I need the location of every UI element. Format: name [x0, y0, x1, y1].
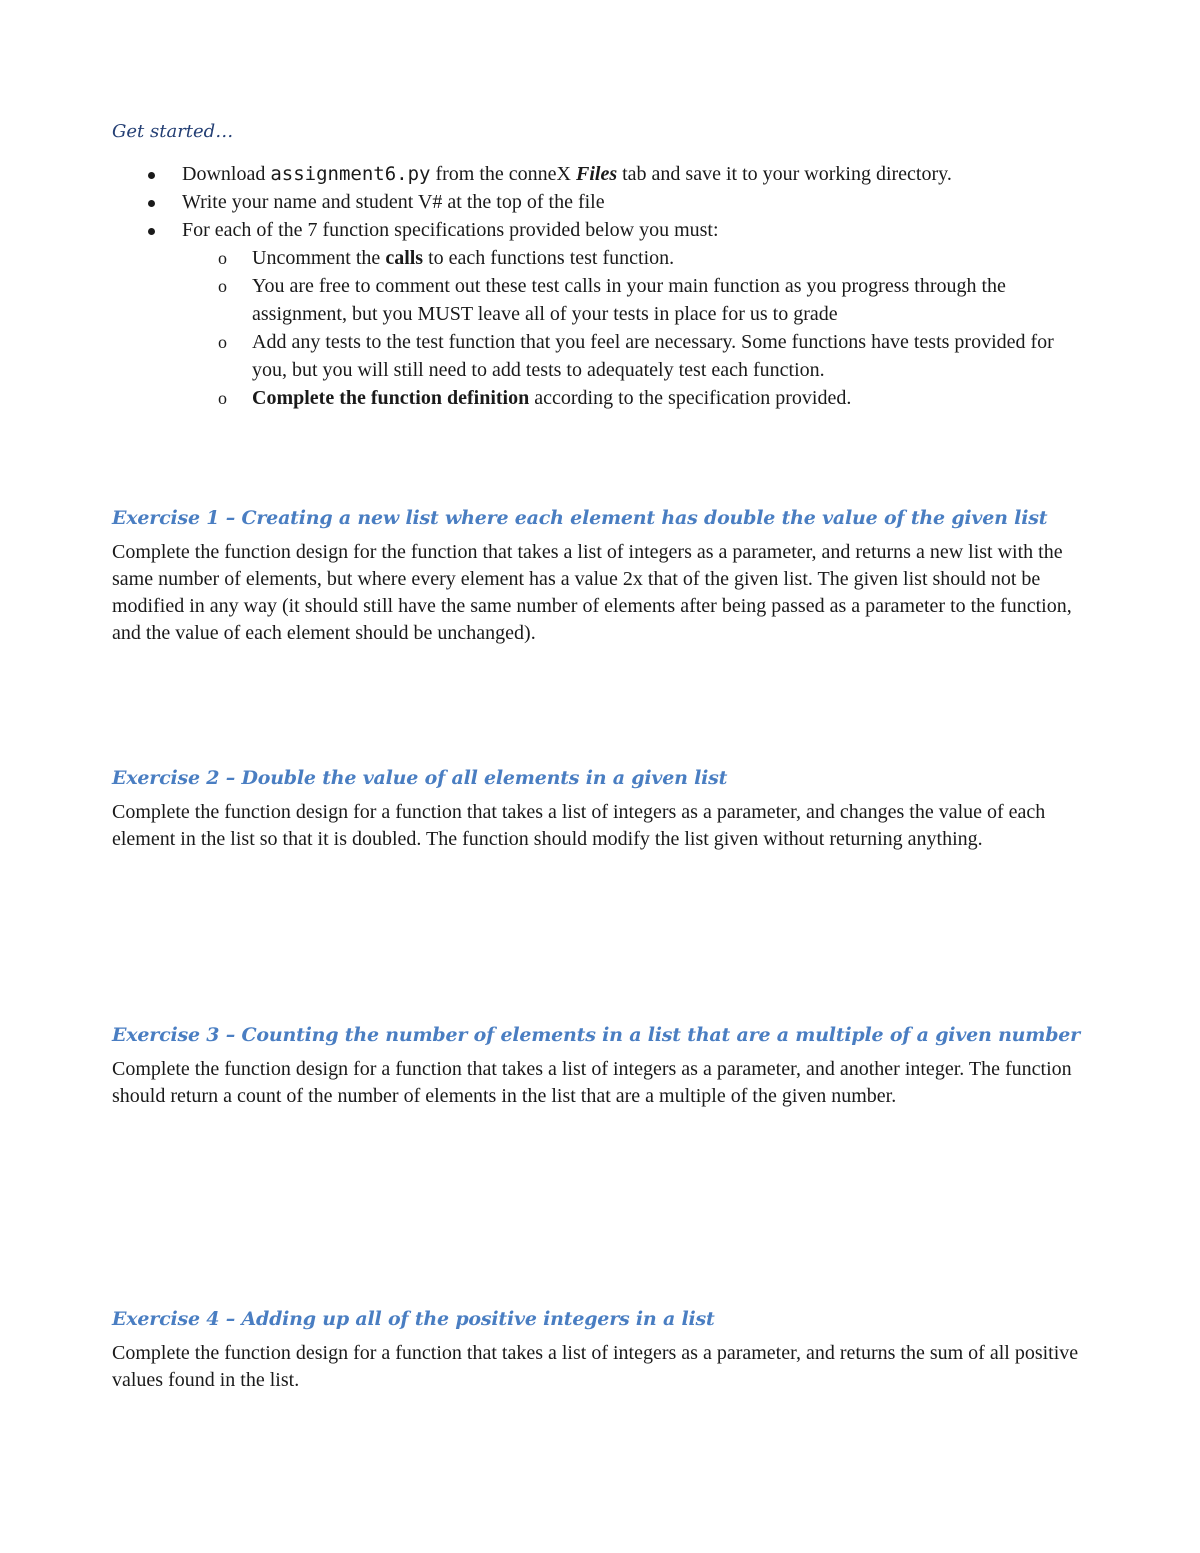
exercise-section [112, 767, 1092, 853]
exercise-section [112, 1024, 1092, 1110]
exercise-heading: Exercise 3 – Counting the number of elements in a list that are a multiple of a given number [112, 1024, 1080, 1046]
list-item [112, 216, 1092, 244]
item-text: tab and save it to your working directory. [617, 163, 952, 185]
sub-list-container [112, 244, 1092, 412]
bullet-icon [148, 172, 155, 179]
get-started-heading: Get started… [112, 121, 234, 142]
item-text: Download [182, 163, 271, 185]
exercise-body: Complete the function design for a function that takes a list of integers as a parameter, and changes the value of each element in the list so that it is doubled. The function should modify the list given without returning anything. [112, 801, 1046, 850]
exercise-body: Complete the function design for a function that takes a list of integers as a parameter, and returns the sum of all positive values found in the list. [112, 1342, 1079, 1391]
item-text: For each of the 7 function specifications provided below you must: [182, 219, 719, 241]
bullet-icon [148, 228, 155, 235]
calls-bold: calls [385, 247, 424, 269]
list-item [112, 188, 1092, 216]
files-tab-emphasis: Files [576, 163, 618, 185]
item-text: Write your name and student V# at the top of the file [182, 191, 605, 213]
exercise-section [112, 507, 1092, 647]
sub-list-item [112, 272, 1092, 328]
item-text: from the conneX [430, 163, 576, 185]
item-text: to each functions test function. [423, 247, 675, 269]
sub-list [112, 244, 1092, 412]
sub-list-item [112, 384, 1092, 412]
exercise-heading: Exercise 2 – Double the value of all elements in a given list [112, 767, 728, 789]
list-item [112, 160, 1092, 188]
exercise-section [112, 1308, 1092, 1394]
sub-list-item [112, 328, 1092, 384]
item-text: You are free to comment out these test calls in your main function as you progress through the assignment, but you MUST leave all of your tests in place for us to grade [252, 275, 1006, 325]
circle-bullet-icon: o [218, 276, 227, 296]
complete-definition-bold: Complete the function definition [252, 387, 530, 409]
item-text: Uncomment the [252, 247, 386, 269]
exercise-body: Complete the function design for the function that takes a list of integers as a parameter, and returns a new list with the same number of elements, but where every element has a value 2x that of the given list. The given list should not be modified in any way (it should still have the same number of elements after being passed as a parameter to the function, and the value of each element should be unchanged). [112, 541, 1072, 644]
filename-code: assignment6.py [270, 163, 431, 185]
item-text: according to the specification provided. [529, 387, 852, 409]
circle-bullet-icon: o [218, 248, 227, 268]
bullet-icon [148, 200, 155, 207]
circle-bullet-icon: o [218, 332, 227, 352]
exercise-heading: Exercise 4 – Adding up all of the positive integers in a list [112, 1308, 715, 1330]
circle-bullet-icon: o [218, 388, 227, 408]
sub-list-item [112, 244, 1092, 272]
exercise-heading: Exercise 1 – Creating a new list where each element has double the value of the given list [112, 507, 1048, 529]
item-text: Add any tests to the test function that you feel are necessary. Some functions have tests provided for you, but you will still need to add tests to adequately test each function. [252, 331, 1054, 381]
get-started-list [112, 160, 1092, 412]
exercise-body: Complete the function design for a function that takes a list of integers as a parameter, and another integer. The function should return a count of the number of elements in the list that are a multiple of the given number. [112, 1058, 1072, 1107]
